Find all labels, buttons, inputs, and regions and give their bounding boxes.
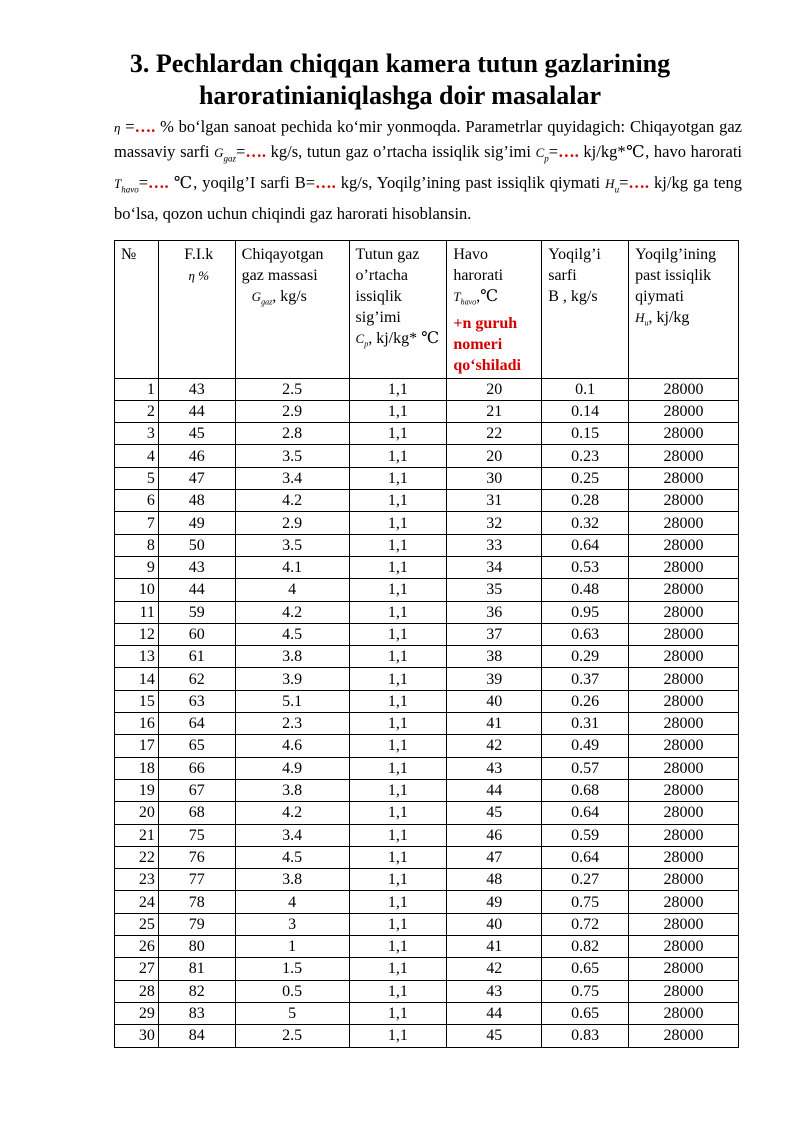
table-cell: 18: [115, 757, 159, 779]
table-cell: 21: [447, 400, 542, 422]
table-header-row: [115, 241, 739, 379]
table-cell: 4.5: [235, 846, 349, 868]
table-cell: 28000: [629, 646, 739, 668]
table-cell: 4.2: [235, 601, 349, 623]
table-cell: 1,1: [349, 891, 447, 913]
t-symbol: T: [114, 176, 122, 192]
table-cell: 0.1: [542, 378, 629, 400]
table-cell: 2: [115, 400, 159, 422]
table-cell: 28000: [629, 824, 739, 846]
table-cell: 0.25: [542, 467, 629, 489]
table-cell: 20: [447, 445, 542, 467]
table-cell: 48: [447, 869, 542, 891]
table-cell: 21: [115, 824, 159, 846]
table-cell: 1,1: [349, 668, 447, 690]
table-cell: 77: [158, 869, 235, 891]
table-cell: 11: [115, 601, 159, 623]
table-cell: 2.5: [235, 378, 349, 400]
table-cell: 75: [158, 824, 235, 846]
table-row: [115, 735, 739, 757]
table-cell: 28000: [629, 400, 739, 422]
table-cell: 28000: [629, 623, 739, 645]
table-cell: 28000: [629, 534, 739, 556]
table-row: [115, 646, 739, 668]
table-cell: 28000: [629, 601, 739, 623]
table-cell: 3.4: [235, 467, 349, 489]
table-cell: 31: [447, 490, 542, 512]
table-cell: 0.28: [542, 490, 629, 512]
header-air-temperature: Havo harorati $T_{havo},℃$ +n guruh nomeri qo‘shiladi: [447, 241, 542, 379]
table-cell: 0.32: [542, 512, 629, 534]
table-cell: 22: [115, 846, 159, 868]
table-cell: 49: [447, 891, 542, 913]
header-heating-value: Yoqilg’ining past issiqlik qiymati $H_u$, kj/kg: [629, 241, 739, 379]
table-cell: 60: [158, 623, 235, 645]
table-cell: 46: [158, 445, 235, 467]
table-cell: 4.5: [235, 623, 349, 645]
table-cell: 33: [447, 534, 542, 556]
table-cell: 10: [115, 579, 159, 601]
table-row: [115, 512, 739, 534]
table-cell: 9: [115, 556, 159, 578]
table-cell: 45: [447, 1025, 542, 1047]
table-cell: 1,1: [349, 579, 447, 601]
table-cell: 3.5: [235, 445, 349, 467]
table-cell: 28000: [629, 936, 739, 958]
blank-g: ….: [245, 142, 266, 162]
table-cell: 81: [158, 958, 235, 980]
g-symbol: G: [214, 145, 224, 161]
table-cell: 2.9: [235, 400, 349, 422]
table-cell: 4.1: [235, 556, 349, 578]
table-body: [115, 378, 739, 1047]
table-cell: 0.15: [542, 423, 629, 445]
table-row: [115, 891, 739, 913]
table-cell: 1,1: [349, 556, 447, 578]
table-cell: 3.8: [235, 646, 349, 668]
table-cell: 40: [447, 913, 542, 935]
table-cell: 67: [158, 779, 235, 801]
table-row: [115, 1002, 739, 1024]
table-row: [115, 668, 739, 690]
table-cell: 1,1: [349, 378, 447, 400]
table-row: [115, 1025, 739, 1047]
table-cell: 1,1: [349, 980, 447, 1002]
table-cell: 24: [115, 891, 159, 913]
table-cell: 0.48: [542, 579, 629, 601]
table-row: [115, 802, 739, 824]
table-cell: 1,1: [349, 490, 447, 512]
table-cell: 28000: [629, 690, 739, 712]
table-cell: 28000: [629, 1025, 739, 1047]
table-cell: 65: [158, 735, 235, 757]
table-cell: 80: [158, 936, 235, 958]
header-fuel-consumption: Yoqilg’i sarfi B , kg/s: [542, 241, 629, 379]
table-cell: 59: [158, 601, 235, 623]
table-row: [115, 490, 739, 512]
table-cell: 1: [115, 378, 159, 400]
table-cell: 1,1: [349, 824, 447, 846]
header-number: №: [115, 241, 159, 379]
blank-h: ….: [628, 173, 649, 193]
table-cell: 0.23: [542, 445, 629, 467]
table-cell: 66: [158, 757, 235, 779]
table-cell: 28000: [629, 735, 739, 757]
table-cell: 1,1: [349, 646, 447, 668]
table-cell: 5: [235, 1002, 349, 1024]
table-cell: 20: [447, 378, 542, 400]
table-cell: 1,1: [349, 690, 447, 712]
table-cell: 1,1: [349, 802, 447, 824]
table-cell: 14: [115, 668, 159, 690]
blank-eta: ….: [134, 117, 156, 136]
table-cell: 64: [158, 713, 235, 735]
table-cell: 0.75: [542, 891, 629, 913]
table-cell: 4.9: [235, 757, 349, 779]
table-cell: 28000: [629, 490, 739, 512]
table-cell: 44: [158, 579, 235, 601]
table-cell: 1,1: [349, 846, 447, 868]
h-symbol: H: [605, 176, 615, 192]
table-row: [115, 757, 739, 779]
table-row: [115, 601, 739, 623]
table-cell: 28000: [629, 579, 739, 601]
blank-b: ….: [315, 173, 336, 193]
table-row: [115, 534, 739, 556]
table-cell: 1,1: [349, 400, 447, 422]
table-cell: 1,1: [349, 713, 447, 735]
table-cell: 0.49: [542, 735, 629, 757]
table-row: [115, 846, 739, 868]
table-cell: 0.5: [235, 980, 349, 1002]
table-cell: 0.57: [542, 757, 629, 779]
table-cell: 3.8: [235, 779, 349, 801]
table-cell: 0.29: [542, 646, 629, 668]
table-cell: 44: [158, 400, 235, 422]
table-cell: 46: [447, 824, 542, 846]
table-cell: 0.64: [542, 534, 629, 556]
table-cell: 1,1: [349, 601, 447, 623]
table-cell: 2.9: [235, 512, 349, 534]
group-number-note: +n guruh nomeri qo‘shiladi: [453, 314, 521, 374]
table-cell: 28000: [629, 378, 739, 400]
table-cell: 3.9: [235, 668, 349, 690]
table-cell: 39: [447, 668, 542, 690]
table-cell: 1,1: [349, 958, 447, 980]
eta-symbol: η: [114, 120, 121, 135]
blank-t: ….: [148, 173, 169, 193]
table-cell: 28000: [629, 757, 739, 779]
table-cell: 49: [158, 512, 235, 534]
table-cell: 0.31: [542, 713, 629, 735]
table-cell: 1,1: [349, 512, 447, 534]
table-cell: 5.1: [235, 690, 349, 712]
table-cell: 0.64: [542, 846, 629, 868]
variants-table: [114, 240, 739, 1048]
table-row: [115, 980, 739, 1002]
table-cell: 28000: [629, 1002, 739, 1024]
table-cell: 3: [235, 913, 349, 935]
table-cell: 0.14: [542, 400, 629, 422]
table-cell: 44: [447, 1002, 542, 1024]
table-cell: 42: [447, 958, 542, 980]
table-cell: 83: [158, 1002, 235, 1024]
table-cell: 1,1: [349, 869, 447, 891]
table-cell: 2.5: [235, 1025, 349, 1047]
table-row: [115, 713, 739, 735]
table-cell: 40: [447, 690, 542, 712]
table-cell: 28000: [629, 467, 739, 489]
table-cell: 79: [158, 913, 235, 935]
table-cell: 0.72: [542, 913, 629, 935]
table-cell: 4.2: [235, 490, 349, 512]
table-cell: 1,1: [349, 423, 447, 445]
table-cell: 0.37: [542, 668, 629, 690]
table-cell: 47: [158, 467, 235, 489]
table-cell: 0.63: [542, 623, 629, 645]
table-cell: 28000: [629, 958, 739, 980]
table-row: [115, 400, 739, 422]
table-cell: 1: [235, 936, 349, 958]
table-cell: 0.65: [542, 1002, 629, 1024]
table-cell: 4: [115, 445, 159, 467]
table-cell: 28000: [629, 980, 739, 1002]
table-row: [115, 423, 739, 445]
table-cell: 44: [447, 779, 542, 801]
table-cell: 27: [115, 958, 159, 980]
table-cell: 28000: [629, 779, 739, 801]
table-cell: 26: [115, 936, 159, 958]
table-cell: 50: [158, 534, 235, 556]
table-cell: 37: [447, 623, 542, 645]
table-cell: 13: [115, 646, 159, 668]
table-cell: 16: [115, 713, 159, 735]
table-cell: 5: [115, 467, 159, 489]
header-heat-capacity: Tutun gaz o’rtacha issiqlik sig’imi $C_p$, kj/kg* ℃: [349, 241, 447, 379]
table-cell: 4: [235, 579, 349, 601]
table-row: [115, 869, 739, 891]
table-cell: 29: [115, 1002, 159, 1024]
table-row: [115, 467, 739, 489]
table-cell: 7: [115, 512, 159, 534]
table-cell: 15: [115, 690, 159, 712]
table-cell: 78: [158, 891, 235, 913]
table-cell: 0.95: [542, 601, 629, 623]
table-cell: 28000: [629, 512, 739, 534]
table-cell: 34: [447, 556, 542, 578]
table-cell: 41: [447, 713, 542, 735]
table-cell: 8: [115, 534, 159, 556]
table-row: [115, 824, 739, 846]
table-cell: 2.3: [235, 713, 349, 735]
table-cell: 0.65: [542, 958, 629, 980]
table-cell: 1,1: [349, 1002, 447, 1024]
table-row: [115, 936, 739, 958]
table-cell: 1,1: [349, 1025, 447, 1047]
table-cell: 36: [447, 601, 542, 623]
table-cell: 0.75: [542, 980, 629, 1002]
table-cell: 4.6: [235, 735, 349, 757]
table-cell: 61: [158, 646, 235, 668]
table-cell: 43: [158, 378, 235, 400]
table-cell: 1,1: [349, 534, 447, 556]
problem-statement: η =…. % bo‘lgan sanoat pechida ko‘mir yonmoqda. Parametrlar quyidagich: Chiqayotgan gaz massaviy sarfi $G_{gaz}=\dots$. kg/s, tutun gaz o’rtacha issiqlik sig’imi $C_p=\dots$. kj/kg*℃, havo harorati $T_{havo}=\dots$. ℃, yoqilg’I sarfi B=…. kg/s, Yoqilg’ining past issiqlik qiymati $H_u=\dots$. kj/kg ga teng bo‘lsa, qozon uchun chiqindi gaz harorati hisoblansin.: [114, 117, 742, 223]
table-cell: 0.26: [542, 690, 629, 712]
table-cell: 4.2: [235, 802, 349, 824]
table-cell: 30: [115, 1025, 159, 1047]
table-cell: 28000: [629, 869, 739, 891]
header-efficiency: F.I.k η %: [158, 241, 235, 379]
table-cell: 47: [447, 846, 542, 868]
table-cell: 30: [447, 467, 542, 489]
table-cell: 20: [115, 802, 159, 824]
table-cell: 1,1: [349, 757, 447, 779]
table-cell: 12: [115, 623, 159, 645]
table-cell: 3.8: [235, 869, 349, 891]
table-cell: 32: [447, 512, 542, 534]
table-cell: 0.53: [542, 556, 629, 578]
table-cell: 35: [447, 579, 542, 601]
table-cell: 25: [115, 913, 159, 935]
table-cell: 1.5: [235, 958, 349, 980]
table-cell: 84: [158, 1025, 235, 1047]
table-cell: 38: [447, 646, 542, 668]
table-row: [115, 378, 739, 400]
table-row: [115, 690, 739, 712]
table-cell: 43: [447, 980, 542, 1002]
table-cell: 1,1: [349, 445, 447, 467]
table-cell: 45: [158, 423, 235, 445]
table-cell: 63: [158, 690, 235, 712]
table-cell: 19: [115, 779, 159, 801]
table-cell: 4: [235, 891, 349, 913]
table-cell: 28000: [629, 445, 739, 467]
table-cell: 23: [115, 869, 159, 891]
table-row: [115, 958, 739, 980]
table-cell: 0.83: [542, 1025, 629, 1047]
table-cell: 43: [158, 556, 235, 578]
table-cell: 0.64: [542, 802, 629, 824]
table-cell: 0.82: [542, 936, 629, 958]
table-cell: 76: [158, 846, 235, 868]
table-cell: 48: [158, 490, 235, 512]
table-row: [115, 445, 739, 467]
table-cell: 28000: [629, 802, 739, 824]
table-cell: 1,1: [349, 735, 447, 757]
table-cell: 0.59: [542, 824, 629, 846]
table-cell: 1,1: [349, 936, 447, 958]
table-cell: 1,1: [349, 779, 447, 801]
table-cell: 3: [115, 423, 159, 445]
table-row: [115, 913, 739, 935]
table-cell: 28000: [629, 846, 739, 868]
page-title: 3. Pechlardan chiqqan kamera tutun gazlarining haroratinianiqlashga doir masalalar: [129, 49, 671, 110]
table-cell: 42: [447, 735, 542, 757]
table-cell: 28000: [629, 913, 739, 935]
table-cell: 45: [447, 802, 542, 824]
table-cell: 1,1: [349, 467, 447, 489]
table-cell: 0.27: [542, 869, 629, 891]
table-row: [115, 623, 739, 645]
table-cell: 28: [115, 980, 159, 1002]
table-row: [115, 579, 739, 601]
c-symbol: C: [535, 145, 545, 161]
table-cell: 28000: [629, 668, 739, 690]
table-cell: 2.8: [235, 423, 349, 445]
table-cell: 22: [447, 423, 542, 445]
table-cell: 43: [447, 757, 542, 779]
table-cell: 17: [115, 735, 159, 757]
table-cell: 1,1: [349, 623, 447, 645]
table-cell: 3.4: [235, 824, 349, 846]
table-cell: 28000: [629, 713, 739, 735]
table-cell: 62: [158, 668, 235, 690]
table-cell: 82: [158, 980, 235, 1002]
table-cell: 28000: [629, 423, 739, 445]
table-cell: 6: [115, 490, 159, 512]
table-cell: 28000: [629, 891, 739, 913]
table-cell: 3.5: [235, 534, 349, 556]
table-row: [115, 779, 739, 801]
table-cell: 41: [447, 936, 542, 958]
table-cell: 28000: [629, 556, 739, 578]
table-cell: 68: [158, 802, 235, 824]
table-cell: 0.68: [542, 779, 629, 801]
blank-c: ….: [558, 142, 579, 162]
table-cell: 1,1: [349, 913, 447, 935]
table-row: [115, 556, 739, 578]
header-gas-mass: Chiqayotgan gaz massasi $G_{gaz}$, kg/s: [235, 241, 349, 379]
